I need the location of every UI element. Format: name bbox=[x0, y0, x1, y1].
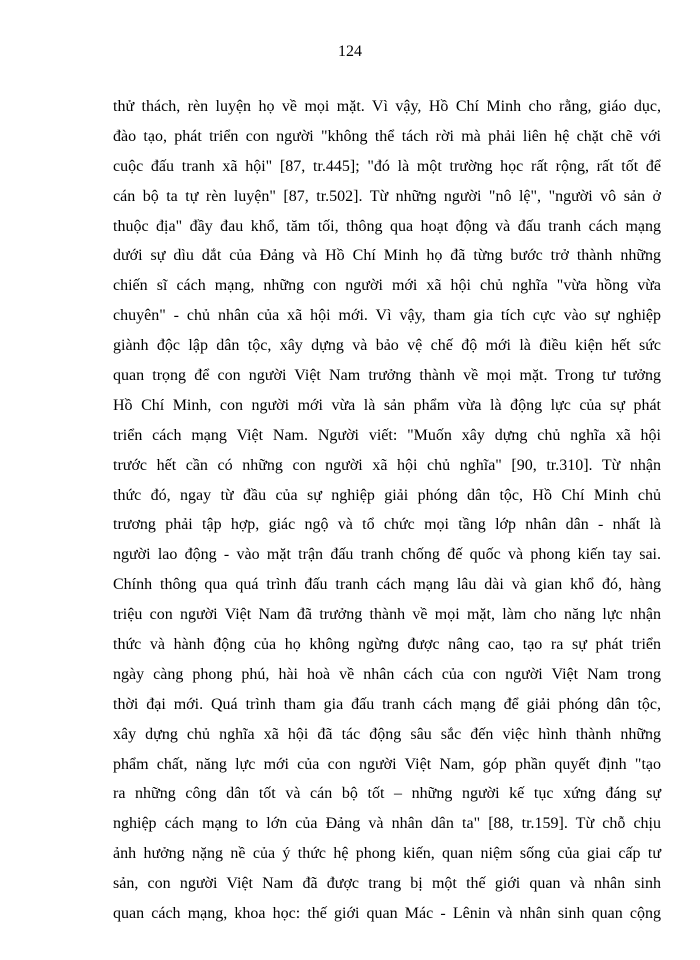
text-line: triển cách mạng Việt Nam. Người viết: "Muốn xây dựng chủ nghĩa xã hội bbox=[113, 426, 661, 444]
text-line: cán bộ ta tự rèn luyện" [87, tr.502]. Từ những người "nô lệ", "người vô sản ở bbox=[113, 187, 661, 205]
text-line: chiến sĩ cách mạng, những con người mới xã hội chủ nghĩa "vừa hồng vừa bbox=[113, 277, 661, 295]
text-line: trương phải tập hợp, giác ngộ và tổ chức mọi tầng lớp nhân dân - nhất là bbox=[113, 516, 661, 534]
text-line: chuyên" - chủ nhân của xã hội mới. Vì vậy, tham gia tích cực vào sự nghiệp bbox=[113, 307, 661, 325]
text-line: quan trọng để con người Việt Nam trưởng thành về mọi mặt. Trong tư tưởng bbox=[113, 367, 661, 385]
text-line: ra những công dân tốt và cán bộ tốt – những người kế tục xứng đáng sự bbox=[113, 785, 661, 803]
text-line: nghiệp cách mạng to lớn của Đảng và nhân dân ta" [88, tr.159]. Từ chỗ chịu bbox=[113, 815, 661, 833]
text-line: thức đó, ngay từ đầu của sự nghiệp giải phóng dân tộc, Hồ Chí Minh chủ bbox=[113, 486, 661, 504]
body-paragraph bbox=[113, 97, 661, 934]
text-line: Chính thông qua quá trình đấu tranh cách mạng lâu dài và gian khổ đó, hàng bbox=[113, 576, 661, 594]
text-line: dưới sự dìu dắt của Đảng và Hồ Chí Minh họ đã từng bước trở thành những bbox=[113, 247, 661, 265]
text-line: ngày càng phong phú, hài hoà về nhân cách của con người Việt Nam trong bbox=[113, 665, 661, 683]
text-line: thuộc địa" đầy đau khổ, tăm tối, thông qua hoạt động và đấu tranh cách mạng bbox=[113, 217, 661, 235]
text-line: triệu con người Việt Nam đã trưởng thành về mọi mặt, làm cho năng lực nhận bbox=[113, 606, 661, 624]
text-line: phẩm chất, năng lực mới của con người Việt Nam, góp phần quyết định "tạo bbox=[113, 755, 661, 773]
text-line: thức và hành động của họ không ngừng được nâng cao, tạo ra sự phát triển bbox=[113, 636, 661, 654]
text-line: đào tạo, phát triển con người "không thể tách rời mà phải liên hệ chặt chẽ với bbox=[113, 127, 661, 145]
text-line: thử thách, rèn luyện họ về mọi mặt. Vì vậy, Hồ Chí Minh cho rằng, giáo dục, bbox=[113, 98, 661, 115]
text-line: Hồ Chí Minh, con người mới vừa là sản phẩm vừa là động lực của sự phát bbox=[113, 396, 661, 414]
text-line: cuộc đấu tranh xã hội" [87, tr.445]; "đó là một trường học rất rộng, rất tốt để bbox=[113, 157, 661, 175]
text-line: người lao động - vào mặt trận đấu tranh chống đế quốc và phong kiến tay sai. bbox=[113, 546, 661, 564]
text-line: sản, con người Việt Nam đã được trang bị một thế giới quan và nhân sinh bbox=[113, 875, 661, 893]
text-line: giành độc lập dân tộc, xây dựng và bảo vệ chế độ mới là điều kiện hết sức bbox=[113, 337, 661, 355]
text-line: quan cách mạng, khoa học: thế giới quan Mác - Lênin và nhân sinh quan cộng bbox=[113, 905, 661, 923]
text-line: thời đại mới. Quá trình tham gia đấu tranh cách mạng để giải phóng dân tộc, bbox=[113, 695, 661, 713]
page-number: 124 bbox=[338, 43, 362, 60]
text-line: trước hết cần có những con người xã hội chủ nghĩa" [90, tr.310]. Từ nhận bbox=[113, 456, 661, 474]
text-line: ảnh hưởng nặng nề của ý thức hệ phong kiến, quan niệm sống của giai cấp tư bbox=[113, 845, 661, 863]
text-line: xây dựng chủ nghĩa xã hội đã tác động sâu sắc đến việc hình thành những bbox=[113, 725, 661, 743]
